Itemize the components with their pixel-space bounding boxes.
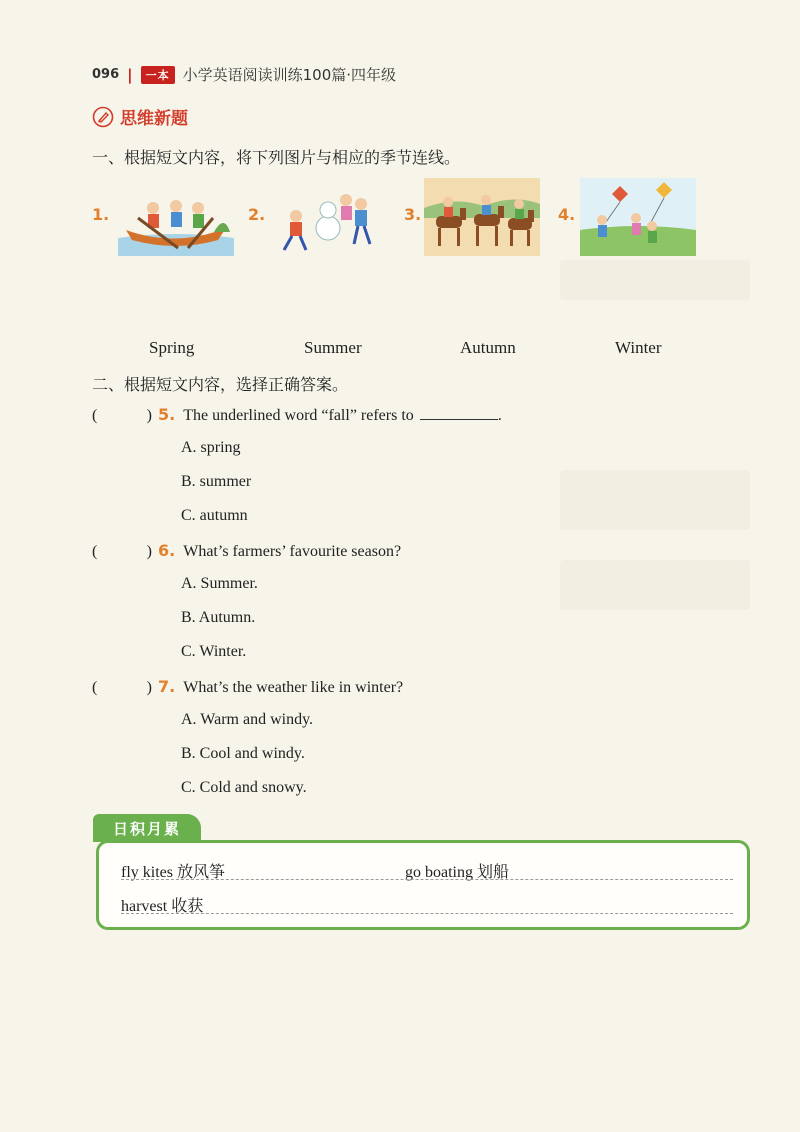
option-6b: B. Autumn. xyxy=(181,609,256,626)
question-5: ( ) 5. The underlined word “fall” refers to . xyxy=(92,405,502,424)
show-through-block xyxy=(560,260,750,300)
question-text: What’s the weather like in winter? xyxy=(183,679,404,696)
vocab-item: harvest 收获 xyxy=(121,898,204,915)
question-text: What’s farmers’ favourite season? xyxy=(183,543,402,560)
option-6a: A. Summer. xyxy=(181,575,258,592)
vocab-box xyxy=(96,840,750,930)
option-5b: B. summer xyxy=(181,473,252,490)
picture-number-4: 4. xyxy=(558,205,576,224)
answer-parentheses[interactable]: ( ) xyxy=(92,407,152,424)
dashed-rule xyxy=(121,913,733,914)
show-through-block xyxy=(560,470,750,530)
part1-heading: 一、根据短文内容，将下列图片与相应的季节连线。 xyxy=(92,148,461,167)
season-winter: Winter xyxy=(615,338,662,357)
show-through-block xyxy=(560,560,750,610)
pencil-icon xyxy=(92,106,114,128)
season-summer: Summer xyxy=(304,338,362,357)
vocab-item: go boating 划船 xyxy=(405,864,509,881)
dashed-rule xyxy=(121,879,733,880)
picture-number-1: 1. xyxy=(92,205,110,224)
option-7b: B. Cool and windy. xyxy=(181,745,305,762)
question-text: The underlined word “fall” refers to xyxy=(183,407,414,424)
question-6 xyxy=(92,541,401,561)
option-7a: A. Warm and windy. xyxy=(181,711,314,728)
question-7 xyxy=(92,677,403,697)
season-autumn: Autumn xyxy=(460,338,516,357)
snowman-picture xyxy=(266,178,382,256)
question-number: 7. xyxy=(158,677,176,696)
boating-picture xyxy=(118,178,234,256)
answer-blank[interactable] xyxy=(420,405,498,420)
brand-logo: 一本 xyxy=(141,66,175,84)
picture-number-2: 2. xyxy=(248,205,266,224)
section-title-text: 思维新题 xyxy=(120,109,188,129)
question-number: 6. xyxy=(158,541,176,560)
season-spring: Spring xyxy=(149,338,195,357)
question-number: 5. xyxy=(158,405,176,424)
picture-number-3: 3. xyxy=(404,205,422,224)
page-number: 096 xyxy=(92,67,120,82)
option-6c: C. Winter. xyxy=(181,643,247,660)
answer-parentheses[interactable]: ( ) xyxy=(92,543,152,560)
horse-riding-picture xyxy=(424,178,540,256)
option-5c: C. autumn xyxy=(181,507,248,524)
option-7c: C. Cold and snowy. xyxy=(181,779,307,796)
part2-heading: 二、根据短文内容，选择正确答案。 xyxy=(92,375,349,394)
vocab-item: fly kites 放风筝 xyxy=(121,864,225,881)
option-5a: A. spring xyxy=(181,439,241,456)
header-separator: | xyxy=(127,65,133,84)
answer-parentheses[interactable]: ( ) xyxy=(92,679,152,696)
vocab-title: 日积月累 xyxy=(93,814,201,842)
page-header xyxy=(92,64,396,85)
book-title: 小学英语阅读训练100篇·四年级 xyxy=(182,66,397,84)
kite-flying-picture xyxy=(580,178,696,256)
section-title xyxy=(92,104,188,129)
